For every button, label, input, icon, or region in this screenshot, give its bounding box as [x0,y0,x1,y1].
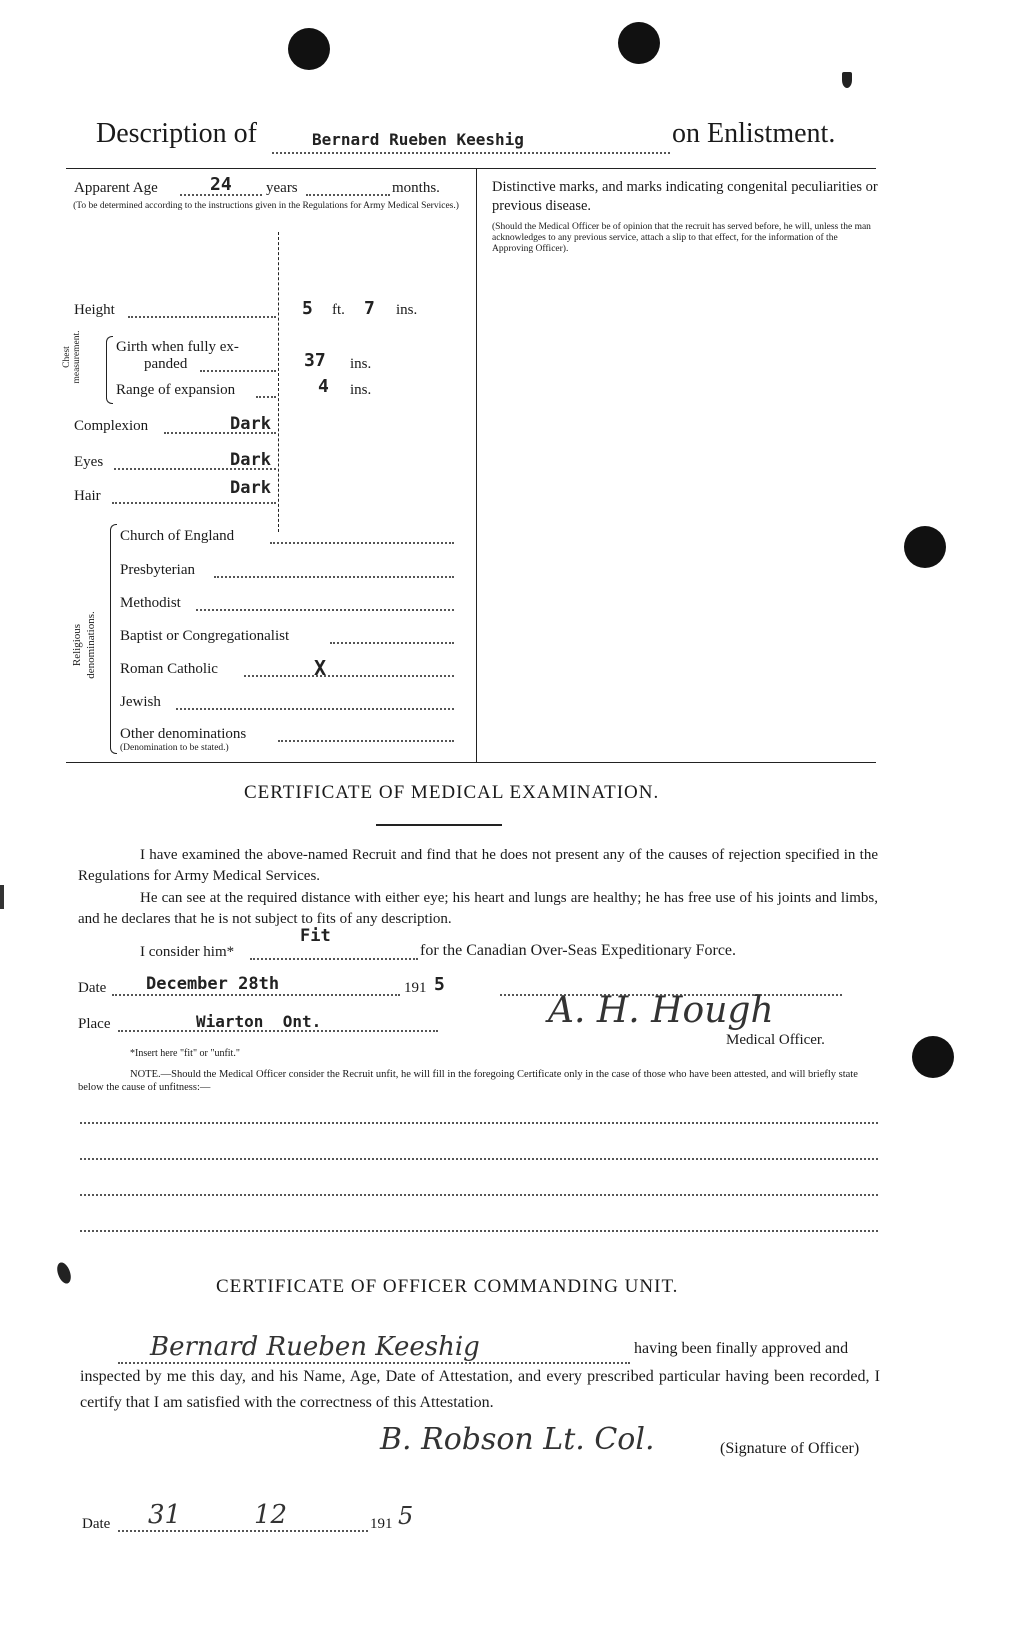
column-divider [476,168,477,762]
religion-line-6 [176,708,454,710]
religion-label-1: Religious [71,623,83,667]
distinctive-marks-title: Distinctive marks, and marks indicating congenital peculiarities or previous disease. [492,179,878,214]
medical-para-1 [78,845,878,887]
religion-bracket [110,524,117,754]
commanding-officer-signature: B. Robson Lt. Col. [380,1422,655,1457]
medical-place-value: Wiarton Ont. [196,1012,322,1031]
religion-line-4 [330,642,454,644]
consider-line [250,958,418,960]
commanding-year-prefix: 191 [370,1516,393,1532]
heading-underline [376,824,502,826]
range-label: Range of expansion [116,382,236,398]
medical-date-line [112,994,400,996]
ins-label: ins. [396,302,418,318]
religion-roman-catholic: Roman Catholic [120,661,218,677]
punch-hole-right-lower [912,1036,954,1078]
medical-date-value: December 28th [146,974,280,994]
commanding-date-day: 31 [148,1500,182,1530]
unfitness-line-3 [80,1194,878,1196]
commanding-date-month: 12 [254,1500,288,1530]
medical-para-1-text: I have examined the above-named Recruit and find that he does not present any of the causes of rejection specified in the Regulations for Army Medical Services. [78,847,878,884]
age-note: (To be determined according to the instructions given in the Regulations for Army Medical Services.) [73,201,459,211]
punch-hole-top-left [288,28,330,70]
top-rule [66,168,876,169]
chest-bracket [106,336,113,404]
commanding-officer-label: (Signature of Officer) [720,1440,860,1457]
religion-line-3 [196,609,454,611]
religion-line-1 [270,542,454,544]
religion-line-5 [244,675,454,677]
medical-note: NOTE.—Should the Medical Officer consider the Recruit unfit, he will fill in the foregoing Certificate only in the case of those who have been attested, and will briefly state below the cause of unfitness:— [78,1069,858,1093]
range-value: 4 [318,376,329,397]
hair-value: Dark [230,478,271,498]
girth-value: 37 [304,350,326,371]
commanding-date-label: Date [82,1516,111,1532]
range-unit: ins. [350,382,372,398]
religion-mark: X [314,656,327,680]
girth-label-1: Girth when fully ex- [116,339,239,355]
religion-jewish: Jewish [120,694,161,710]
age-years-value: 24 [210,174,232,195]
apparent-age-label: Apparent Age [74,180,158,196]
months-line [306,194,390,196]
ink-mark [0,885,4,909]
commanding-text-2: inspected by me this day, and his Name, Age, Date of Attestation, and every prescribed particular having been recorded, I certify that I am satisfied with the correctness of this Attestation. [80,1368,880,1411]
form-title [96,118,257,150]
religion-church-of-england: Church of England [120,528,235,544]
name-line [272,152,670,154]
complexion-value: Dark [230,414,271,434]
ft-label: ft. [332,302,345,318]
height-label: Height [74,302,115,318]
title-right: on Enlistment. [672,118,836,149]
other-denomination-note: (Denomination to be stated.) [120,743,229,753]
section-rule [66,762,876,763]
religion-line-2 [214,576,454,578]
recruit-name: Bernard Rueben Keeshig [312,130,524,149]
distinctive-marks-note: (Should the Medical Officer be of opinion that the recruit has served before, he will, unless the man acknowledges to any previous service, attach a slip to that effect, for the information of the Approving Officer). [492,222,871,254]
medical-year-prefix: 191 [404,980,427,996]
insert-note: *Insert here "fit" or "unfit." [130,1048,240,1059]
medical-para-2-text: He can see at the required distance with either eye; his heart and lungs are healthy; he has free use of his joints and limbs, and he declares that he is not subject to fits of any description. [78,890,878,927]
punch-hole-top-right [618,22,660,64]
religion-baptist: Baptist or Congregationalist [120,628,290,644]
girth-line [200,370,276,372]
unfitness-line-1 [80,1122,878,1124]
height-ft-value: 5 [302,298,313,319]
medical-date-label: Date [78,980,107,996]
ink-mark [55,1261,74,1286]
commanding-date-line [118,1530,368,1532]
medical-officer-signature: A. H. Hough [548,990,774,1031]
eyes-label: Eyes [74,454,104,470]
medical-officer-label: Medical Officer. [726,1032,825,1048]
religion-presbyterian: Presbyterian [120,562,195,578]
commanding-year-digit: 5 [398,1502,414,1530]
girth-unit: ins. [350,356,372,372]
religion-methodist: Methodist [120,595,181,611]
years-label: years [266,180,298,196]
eyes-value: Dark [230,450,271,470]
months-label: months. [392,180,440,196]
height-in-value: 7 [364,298,375,319]
range-line [256,396,276,398]
height-line [128,316,276,318]
medical-place-label: Place [78,1016,111,1032]
commanding-name-signature: Bernard Rueben Keeshig [150,1332,480,1362]
ink-mark [842,72,852,88]
chest-label: Chest measurement. [62,330,82,384]
consider-suffix: for the Canadian Over-Seas Expeditionary Force. [420,942,737,959]
punch-hole-right-upper [904,526,946,568]
girth-label-2: panded [144,356,188,372]
commanding-certificate-heading: CERTIFICATE OF OFFICER COMMANDING UNIT. [216,1276,679,1297]
religion-label-2: denominations. [85,611,97,679]
consider-label: I consider him* [140,944,235,960]
commanding-text-1: having been finally approved and [634,1340,849,1357]
unfitness-line-4 [80,1230,878,1232]
religion-other: Other denominations [120,726,247,742]
complexion-label: Complexion [74,418,149,434]
title-left: Description of [96,118,257,149]
medical-para-2 [78,888,878,930]
hair-label: Hair [74,488,101,504]
unfitness-line-2 [80,1158,878,1160]
medical-year-digit: 5 [434,974,445,995]
religion-line-7 [278,740,454,742]
value-divider [278,232,279,532]
medical-certificate-heading: CERTIFICATE OF MEDICAL EXAMINATION. [244,782,660,803]
hair-line [112,502,276,504]
consider-value: Fit [300,926,331,946]
religion-label [70,580,98,710]
